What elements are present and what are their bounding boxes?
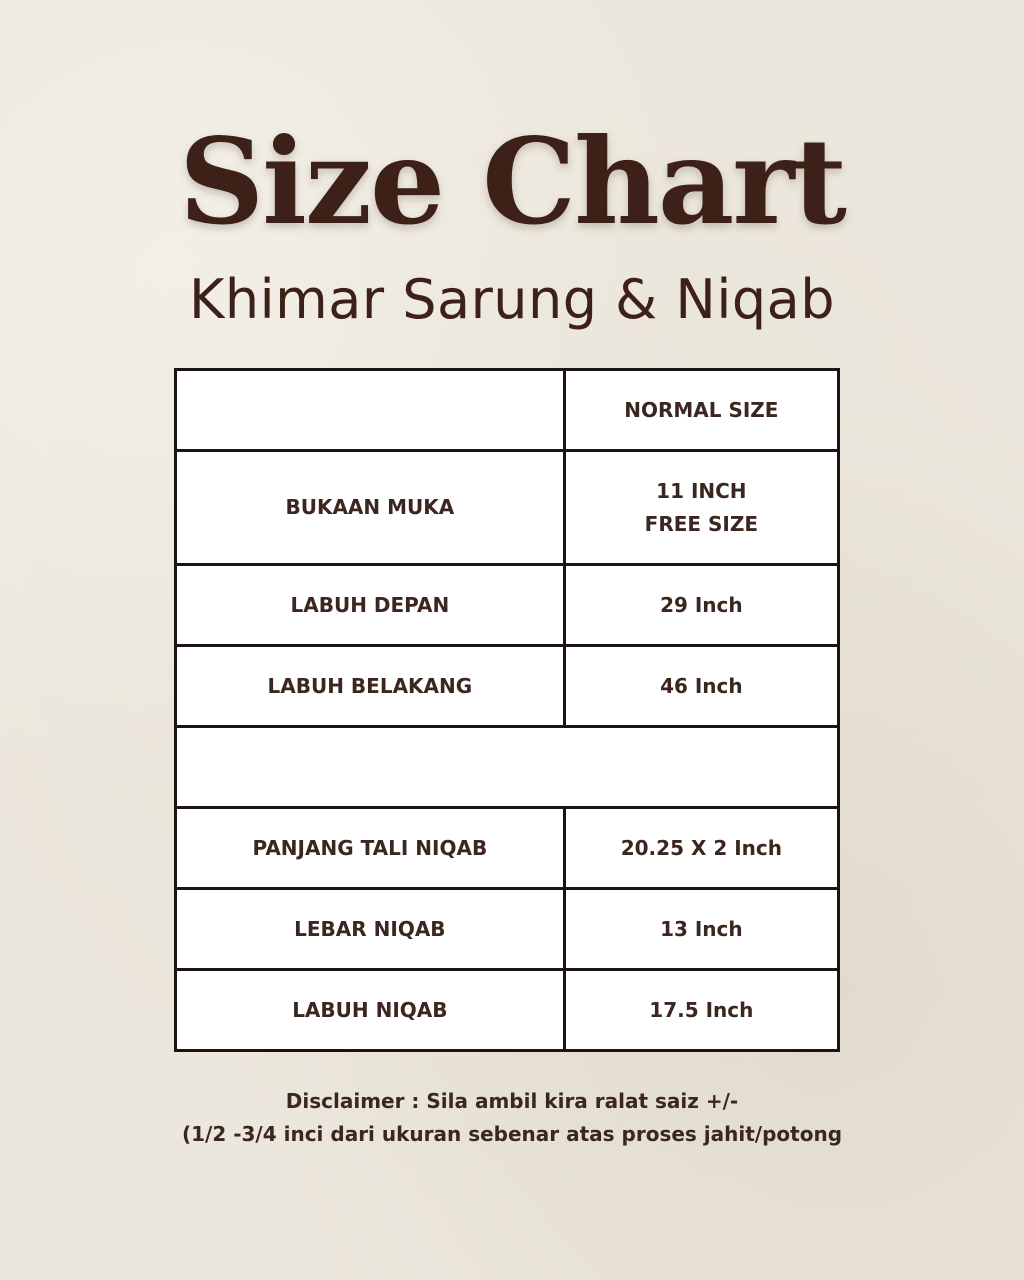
- table-spacer-row: [176, 727, 839, 808]
- disclaimer: [0, 1085, 1024, 1151]
- table-row: [176, 646, 839, 727]
- disclaimer-line-1: Disclaimer : Sila ambil kira ralat saiz +/-: [285, 1089, 739, 1113]
- header-normal-size: NORMAL SIZE: [564, 370, 838, 451]
- row-value-labuh-depan: 29 Inch: [564, 565, 838, 646]
- table-row: [176, 565, 839, 646]
- page-title: Size Chart: [178, 112, 846, 251]
- size-chart-table: [174, 368, 840, 1052]
- header-empty-cell: [176, 370, 565, 451]
- row-label-labuh-depan: LABUH DEPAN: [176, 565, 565, 646]
- row-label-panjang-tali-niqab: PANJANG TALI NIQAB: [176, 808, 565, 889]
- row-label-labuh-belakang: LABUH BELAKANG: [176, 646, 565, 727]
- page-subtitle: Khimar Sarung & Niqab: [189, 268, 835, 331]
- row-label-labuh-niqab: LABUH NIQAB: [176, 970, 565, 1051]
- row-label-lebar-niqab: LEBAR NIQAB: [176, 889, 565, 970]
- value-line-1: 11 INCH: [656, 478, 747, 503]
- table-header-row: [176, 370, 839, 451]
- table-row: [176, 451, 839, 565]
- table-row: [176, 970, 839, 1051]
- row-value-bukaan-muka: [564, 451, 838, 565]
- table-row: [176, 808, 839, 889]
- spacer-cell: [176, 727, 839, 808]
- table-row: [176, 889, 839, 970]
- row-value-lebar-niqab: 13 Inch: [564, 889, 838, 970]
- row-value-labuh-belakang: 46 Inch: [564, 646, 838, 727]
- value-line-2: FREE SIZE: [644, 511, 759, 536]
- row-value-panjang-tali-niqab: 20.25 X 2 Inch: [564, 808, 838, 889]
- row-value-labuh-niqab: 17.5 Inch: [564, 970, 838, 1051]
- disclaimer-line-2: (1/2 -3/4 inci dari ukuran sebenar atas proses jahit/potong: [181, 1122, 843, 1146]
- row-label-bukaan-muka: BUKAAN MUKA: [176, 451, 565, 565]
